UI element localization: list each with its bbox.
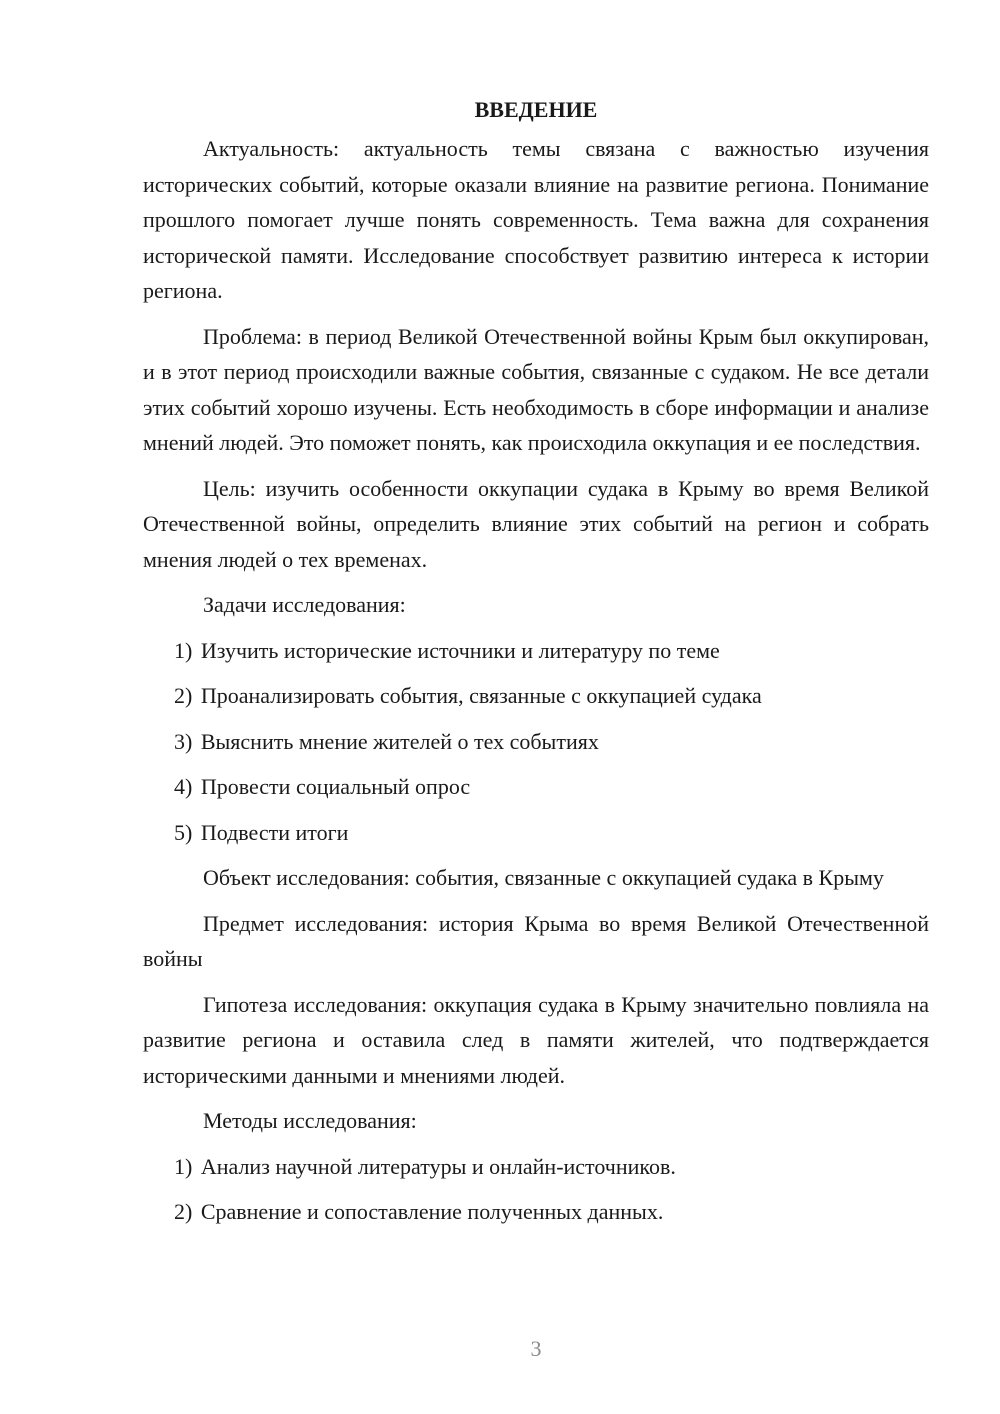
problem-paragraph: Проблема: в период Великой Отечественной войны Крым был оккупирован, и в этот период происходили важные события, связанные с судаком. Не все детали этих событий хорошо изучены. Есть необходимость в сборе информации и анализе мнений людей. Это поможет понять, как происходила оккупация и ее последствия.	[143, 323, 929, 455]
tasks-list	[143, 633, 929, 851]
list-item-number: 1)	[174, 1153, 193, 1179]
list-item-text: Анализ научной литературы и онлайн-источников.	[200, 1153, 676, 1179]
list-item-number: 5)	[174, 819, 193, 845]
list-item-number: 2)	[174, 683, 193, 708]
list-item-number: 2)	[174, 1199, 193, 1224]
page-title: ВВЕДЕНИЕ	[474, 97, 598, 122]
list-item-text: Изучить исторические источники и литературу по теме	[200, 637, 720, 663]
list-item	[143, 815, 929, 851]
list-item	[143, 633, 929, 669]
document-body	[143, 92, 929, 1240]
list-item-number: 1)	[174, 637, 193, 663]
goal-paragraph: Цель: изучить особенности оккупации судака в Крыму во время Великой Отечественной войны, определить влияние этих событий на регион и собрать мнения людей о тех временах.	[143, 475, 929, 572]
list-item-text: Подвести итоги	[200, 819, 349, 845]
relevance-paragraph: Актуальность: актуальность темы связана с важностью изучения исторических событий, которые оказали влияние на развитие региона. Понимание прошлого помогает лучше понять современность. Тема важна для сохранения исторической памяти. Исследование способствует развитию интереса к истории региона.	[143, 136, 929, 303]
subject-paragraph: Предмет исследования: история Крыма во время Великой Отечественной войны	[143, 910, 929, 971]
list-item-text: Сравнение и сопоставление полученных данных.	[200, 1199, 664, 1224]
list-item	[143, 678, 929, 714]
page-number: 3	[530, 1336, 542, 1361]
list-item	[143, 1149, 929, 1185]
hypothesis-paragraph: Гипотеза исследования: оккупация судака в Крыму значительно повлияла на развитие региона и оставила след в памяти жителей, что подтверждается историческими данными и мнениями людей.	[143, 991, 929, 1088]
methods-list	[143, 1149, 929, 1230]
list-item	[143, 1194, 929, 1230]
list-item-text: Выяснить мнение жителей о тех событиях	[200, 728, 599, 754]
list-item-number: 4)	[174, 774, 193, 799]
methods-heading: Методы исследования:	[203, 1108, 417, 1133]
list-item-number: 3)	[174, 728, 193, 754]
list-item-text: Проанализировать события, связанные с оккупацией судака	[200, 683, 762, 708]
object-paragraph: Объект исследования: события, связанные с оккупацией судака в Крыму	[203, 865, 884, 890]
list-item-text: Провести социальный опрос	[200, 774, 471, 799]
tasks-heading: Задачи исследования:	[203, 592, 406, 617]
list-item	[143, 769, 929, 805]
list-item	[143, 724, 929, 760]
